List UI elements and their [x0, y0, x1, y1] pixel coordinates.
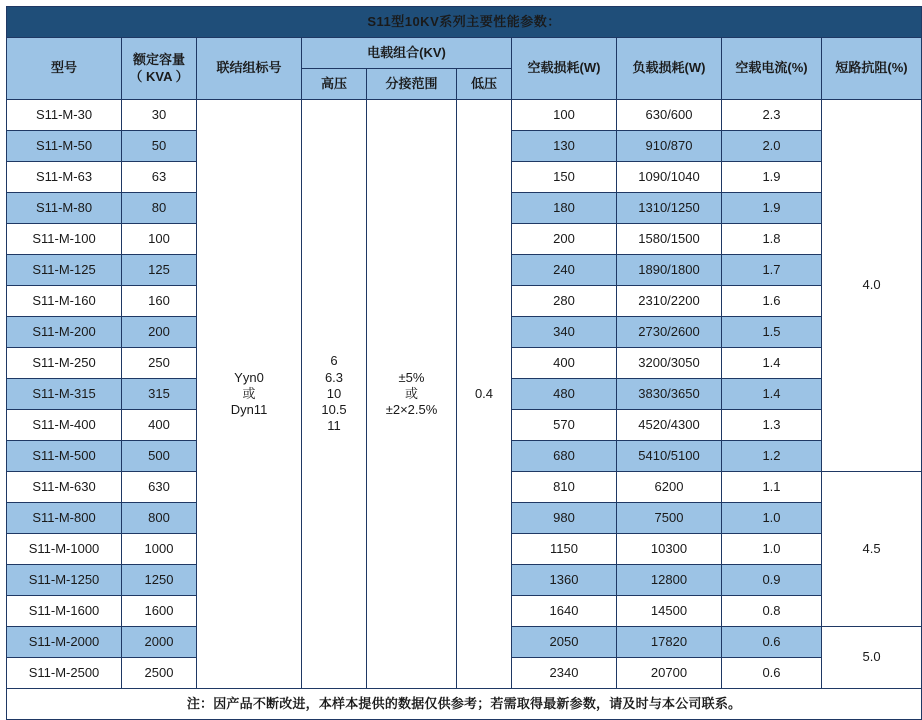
- cell-no-load-current: 1.4: [722, 348, 822, 379]
- cell-capacity: 160: [122, 286, 197, 317]
- cell-model: S11-M-50: [7, 131, 122, 162]
- cell-no-load-loss: 810: [512, 472, 617, 503]
- cell-capacity: 2000: [122, 627, 197, 658]
- cell-capacity: 315: [122, 379, 197, 410]
- tap-range-line-3: ±2×2.5%: [385, 402, 438, 418]
- cell-capacity: 125: [122, 255, 197, 286]
- cell-capacity: 30: [122, 100, 197, 131]
- header-row-main: [7, 38, 922, 69]
- table-title-row: [7, 7, 922, 38]
- connection-group-line-1: Yyn0: [234, 369, 264, 385]
- cell-no-load-current: 0.9: [722, 565, 822, 596]
- cell-load-loss: 14500: [617, 596, 722, 627]
- cell-no-load-current: 2.0: [722, 131, 822, 162]
- cell-model: S11-M-800: [7, 503, 122, 534]
- cell-model: S11-M-1600: [7, 596, 122, 627]
- cell-no-load-loss: 1360: [512, 565, 617, 596]
- cell-connection-group: [197, 100, 302, 689]
- cell-no-load-current: 1.2: [722, 441, 822, 472]
- cell-no-load-current: 1.8: [722, 224, 822, 255]
- cell-no-load-loss: 680: [512, 441, 617, 472]
- cell-no-load-current: 1.6: [722, 286, 822, 317]
- cell-no-load-current: 0.8: [722, 596, 822, 627]
- cell-no-load-loss: 1150: [512, 534, 617, 565]
- cell-model: S11-M-1000: [7, 534, 122, 565]
- cell-no-load-loss: 280: [512, 286, 617, 317]
- page-title: S11型10KV系列主要性能参数：: [7, 7, 922, 38]
- cell-load-loss: 5410/5100: [617, 441, 722, 472]
- tap-range-line-1: ±5%: [398, 369, 425, 385]
- table-note-row: [7, 689, 922, 720]
- cell-model: S11-M-100: [7, 224, 122, 255]
- table-row: [7, 100, 922, 131]
- header-voltage-combination: 电载组合(KV): [302, 38, 512, 69]
- cell-no-load-loss: 480: [512, 379, 617, 410]
- cell-load-loss: 2310/2200: [617, 286, 722, 317]
- high-voltage-line-1: 6: [330, 353, 338, 369]
- cell-no-load-current: 1.1: [722, 472, 822, 503]
- footnote: 注：因产品不断改进，本样本提供的数据仅供参考；若需取得最新参数，请及时与本公司联系。: [7, 689, 922, 720]
- cell-no-load-loss: 200: [512, 224, 617, 255]
- header-model: 型号: [7, 38, 122, 100]
- header-connection-group: 联结组标号: [197, 38, 302, 100]
- tap-range-line-2: 或: [404, 385, 418, 401]
- cell-load-loss: 17820: [617, 627, 722, 658]
- cell-model: S11-M-2000: [7, 627, 122, 658]
- header-short-circuit-impedance: 短路抗阻(%): [822, 38, 922, 100]
- cell-capacity: 100: [122, 224, 197, 255]
- cell-no-load-current: 2.3: [722, 100, 822, 131]
- high-voltage-line-4: 10.5: [321, 402, 347, 418]
- cell-capacity: 1250: [122, 565, 197, 596]
- cell-capacity: 50: [122, 131, 197, 162]
- cell-model: S11-M-63: [7, 162, 122, 193]
- high-voltage-line-2: 6.3: [324, 369, 344, 385]
- connection-group-line-3: Dyn11: [230, 402, 268, 418]
- cell-model: S11-M-2500: [7, 658, 122, 689]
- cell-model: S11-M-30: [7, 100, 122, 131]
- cell-capacity: 800: [122, 503, 197, 534]
- cell-no-load-loss: 240: [512, 255, 617, 286]
- cell-no-load-current: 1.9: [722, 162, 822, 193]
- spec-table: [6, 6, 922, 720]
- header-rated-capacity-line2: （ KVA ）: [129, 68, 189, 84]
- cell-impedance: 5.0: [822, 627, 922, 689]
- cell-load-loss: 1580/1500: [617, 224, 722, 255]
- cell-capacity: 400: [122, 410, 197, 441]
- cell-impedance: 4.0: [822, 100, 922, 472]
- cell-capacity: 630: [122, 472, 197, 503]
- cell-load-loss: 910/870: [617, 131, 722, 162]
- cell-model: S11-M-1250: [7, 565, 122, 596]
- cell-impedance: 4.5: [822, 472, 922, 627]
- cell-load-loss: 3830/3650: [617, 379, 722, 410]
- cell-tap-range: [367, 100, 457, 689]
- cell-capacity: 200: [122, 317, 197, 348]
- cell-load-loss: 12800: [617, 565, 722, 596]
- header-load-loss: 负载损耗(W): [617, 38, 722, 100]
- cell-model: S11-M-400: [7, 410, 122, 441]
- connection-group-line-2: 或: [242, 385, 256, 401]
- cell-load-loss: 10300: [617, 534, 722, 565]
- cell-load-loss: 2730/2600: [617, 317, 722, 348]
- cell-no-load-current: 1.0: [722, 534, 822, 565]
- cell-model: S11-M-125: [7, 255, 122, 286]
- cell-load-loss: 1090/1040: [617, 162, 722, 193]
- cell-load-loss: 6200: [617, 472, 722, 503]
- cell-load-loss: 630/600: [617, 100, 722, 131]
- cell-low-voltage: 0.4: [457, 100, 512, 689]
- cell-load-loss: 3200/3050: [617, 348, 722, 379]
- cell-load-loss: 1890/1800: [617, 255, 722, 286]
- header-rated-capacity: [122, 38, 197, 100]
- cell-model: S11-M-250: [7, 348, 122, 379]
- cell-load-loss: 4520/4300: [617, 410, 722, 441]
- header-tap-range: 分接范围: [367, 69, 457, 100]
- cell-no-load-loss: 340: [512, 317, 617, 348]
- cell-no-load-loss: 100: [512, 100, 617, 131]
- cell-no-load-current: 0.6: [722, 658, 822, 689]
- cell-no-load-loss: 1640: [512, 596, 617, 627]
- cell-capacity: 80: [122, 193, 197, 224]
- cell-load-loss: 7500: [617, 503, 722, 534]
- cell-no-load-loss: 2050: [512, 627, 617, 658]
- header-no-load-loss: 空载损耗(W): [512, 38, 617, 100]
- cell-no-load-current: 1.0: [722, 503, 822, 534]
- cell-no-load-loss: 130: [512, 131, 617, 162]
- cell-model: S11-M-200: [7, 317, 122, 348]
- cell-capacity: 500: [122, 441, 197, 472]
- cell-no-load-loss: 180: [512, 193, 617, 224]
- cell-high-voltage: [302, 100, 367, 689]
- high-voltage-line-5: 11: [327, 418, 341, 434]
- header-low-voltage: 低压: [457, 69, 512, 100]
- cell-model: S11-M-160: [7, 286, 122, 317]
- cell-no-load-loss: 570: [512, 410, 617, 441]
- cell-no-load-loss: 2340: [512, 658, 617, 689]
- cell-model: S11-M-630: [7, 472, 122, 503]
- cell-no-load-current: 1.4: [722, 379, 822, 410]
- cell-no-load-current: 0.6: [722, 627, 822, 658]
- cell-no-load-loss: 980: [512, 503, 617, 534]
- cell-capacity: 1000: [122, 534, 197, 565]
- cell-model: S11-M-80: [7, 193, 122, 224]
- cell-capacity: 63: [122, 162, 197, 193]
- header-high-voltage: 高压: [302, 69, 367, 100]
- cell-no-load-loss: 150: [512, 162, 617, 193]
- cell-no-load-current: 1.5: [722, 317, 822, 348]
- cell-capacity: 1600: [122, 596, 197, 627]
- cell-capacity: 250: [122, 348, 197, 379]
- cell-load-loss: 20700: [617, 658, 722, 689]
- cell-no-load-current: 1.7: [722, 255, 822, 286]
- header-rated-capacity-line1: 额定容量: [132, 52, 185, 68]
- spec-table-body: [7, 7, 922, 720]
- high-voltage-line-3: 10: [326, 385, 342, 401]
- header-no-load-current: 空载电流(%): [722, 38, 822, 100]
- cell-capacity: 2500: [122, 658, 197, 689]
- cell-no-load-current: 1.3: [722, 410, 822, 441]
- cell-model: S11-M-500: [7, 441, 122, 472]
- cell-model: S11-M-315: [7, 379, 122, 410]
- cell-no-load-loss: 400: [512, 348, 617, 379]
- cell-load-loss: 1310/1250: [617, 193, 722, 224]
- cell-no-load-current: 1.9: [722, 193, 822, 224]
